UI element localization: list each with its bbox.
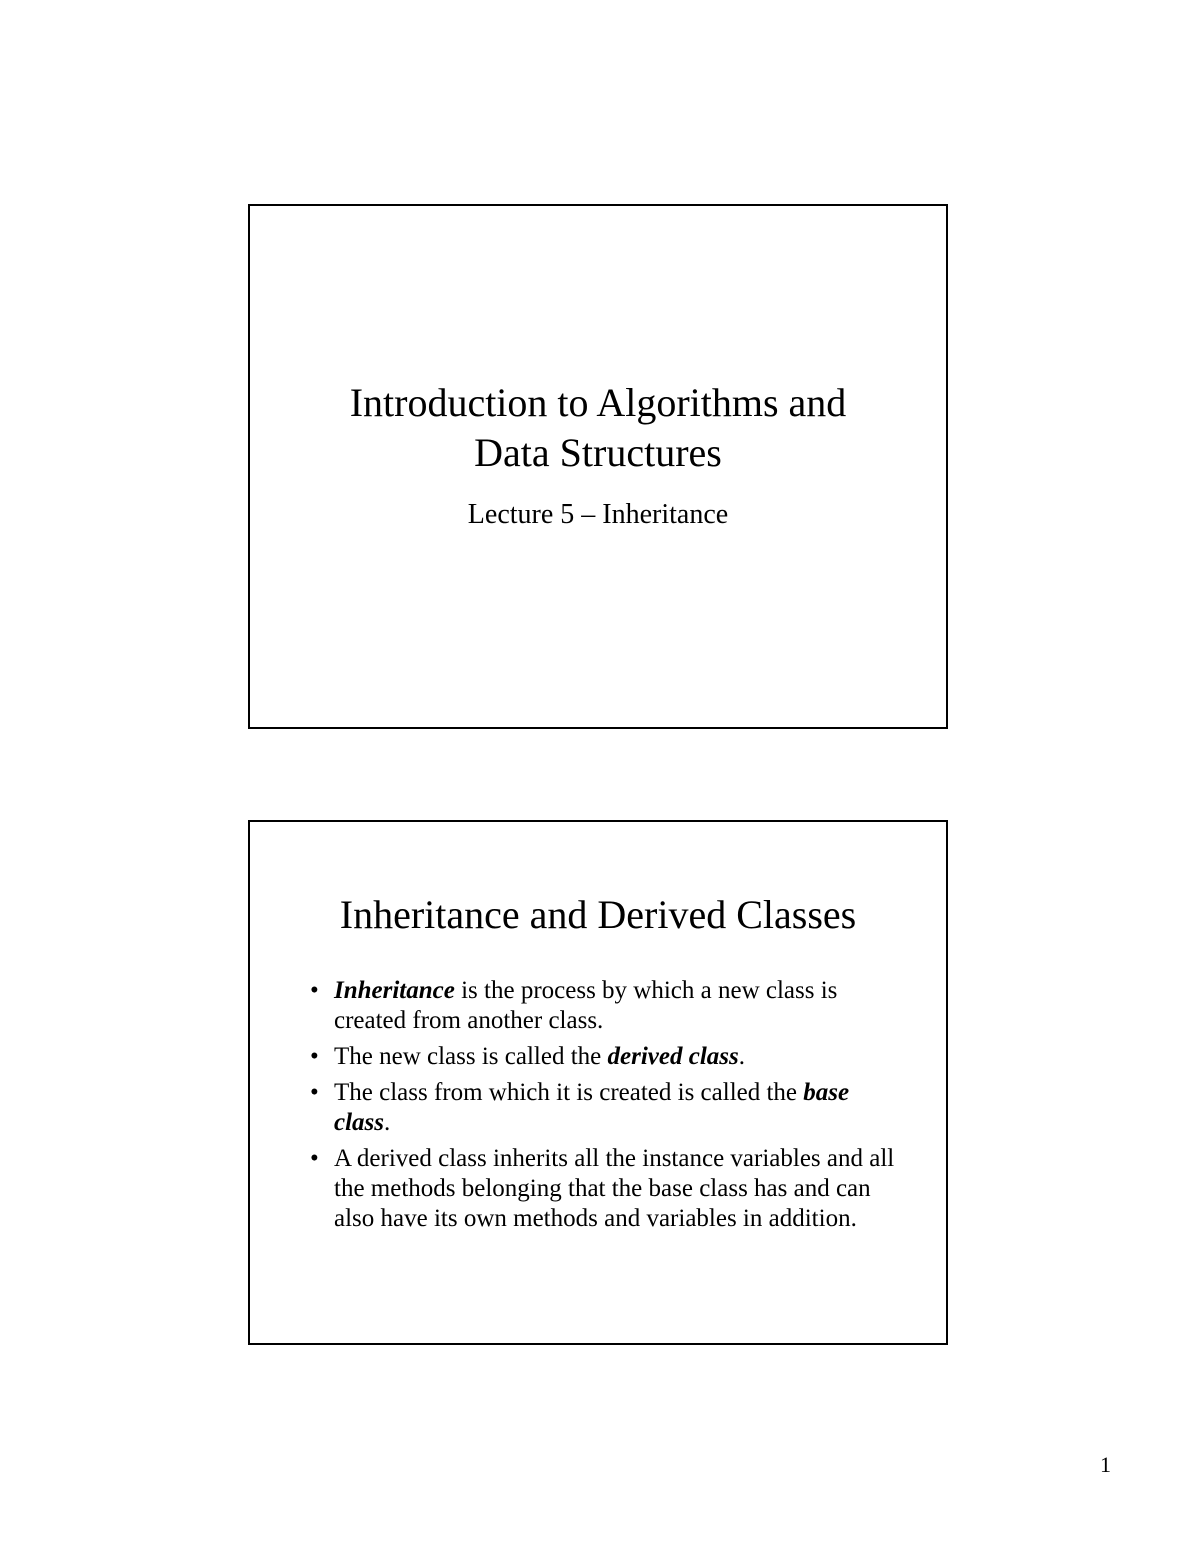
bullet-icon: • (310, 977, 319, 1004)
term-base-class: base class (334, 1079, 850, 1136)
bullet-text-end: . (384, 1109, 391, 1136)
title-line-2: Data Structures (474, 430, 722, 475)
bullet-icon: • (310, 1145, 319, 1172)
title-block (250, 378, 946, 532)
slide-heading: Inheritance and Derived Classes (339, 892, 857, 937)
list-item (306, 1042, 906, 1072)
title-line-1: Introduction to Algorithms and (349, 380, 847, 425)
bullet-text: The class from which it is created is called the (334, 1079, 804, 1106)
bullet-icon: • (310, 1043, 319, 1070)
term-inheritance: Inheritance (334, 977, 455, 1004)
slide-title (248, 204, 948, 729)
slide-title-heading (250, 378, 946, 478)
term-derived-class: derived class (607, 1043, 739, 1070)
list-item (306, 1078, 906, 1138)
bullet-list (306, 976, 906, 1240)
list-item (306, 976, 906, 1036)
page-number: 1 (1100, 1452, 1111, 1477)
bullet-text: is the process by which a new class is created from another class. (334, 977, 838, 1034)
list-item (306, 1144, 906, 1234)
bullet-text-end: . (738, 1043, 745, 1070)
lecture-subtitle: Lecture 5 – Inheritance (467, 499, 729, 530)
bullet-icon: • (310, 1079, 319, 1106)
bullet-text: The new class is called the (334, 1043, 608, 1070)
bullet-text: A derived class inherits all the instance variables and all the methods belonging that the base class has and can also have its own methods and variables in addition. (334, 1145, 895, 1232)
slide-inheritance (248, 820, 948, 1345)
